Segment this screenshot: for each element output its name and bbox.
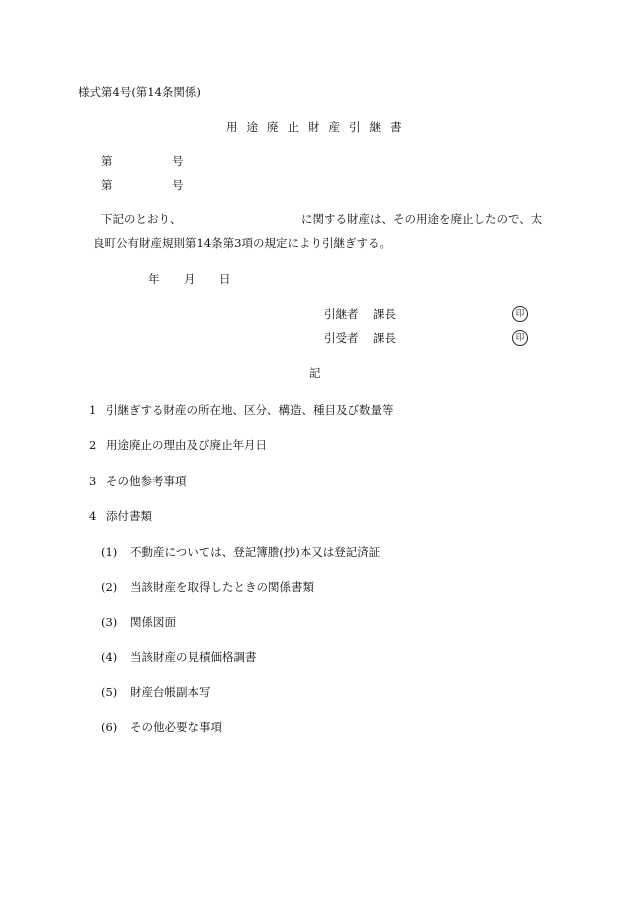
item-number-1: 1 [89,403,97,417]
subitem-number-5: (5) [101,685,118,699]
number-suffix-2: 号 [172,178,184,192]
item-text-4: 添付書類 [106,509,152,523]
subitem-number-4: (4) [101,650,118,664]
item-text-3: その他参考事項 [106,474,187,488]
number-prefix-2: 第 [101,178,113,192]
seal-2: 印 [512,330,528,346]
form-label: 様式第4号(第14条関係) [78,85,201,99]
subitem-number-3: (3) [101,615,118,629]
seal-1: 印 [512,306,528,322]
subitem-text-2: 当該財産を取得したときの関係書類 [130,580,314,594]
signature-role-2: 引受者 [324,331,359,345]
item-text-1: 引継ぎする財産の所在地、区分、構造、種目及び数量等 [106,403,394,417]
subitem-text-6: その他必要な事項 [130,720,222,734]
item-number-4: 4 [89,509,97,523]
item-number-3: 3 [89,474,97,488]
body-line2: 良町公有財産規則第14条第3項の規定により引継ぎする。 [93,236,391,250]
subitem-text-4: 当該財産の見積価格調書 [130,650,257,664]
signature-title-1: 課長 [373,307,396,321]
subitem-text-5: 財産台帳副本写 [130,685,211,699]
number-suffix-1: 号 [172,154,184,168]
date-year: 年 [148,272,160,286]
item-text-2: 用途廃止の理由及び廃止年月日 [106,438,267,452]
body-line1-start: 下記のとおり、 [101,212,182,226]
item-number-2: 2 [89,438,97,452]
body-line1-end: に関する財産は、その用途を廃止したので、太 [301,212,543,226]
subitem-number-6: (6) [101,720,118,734]
subitem-number-1: (1) [101,545,118,559]
subitem-number-2: (2) [101,580,118,594]
date-month: 月 [184,272,196,286]
number-prefix-1: 第 [101,154,113,168]
signature-title-2: 課長 [373,331,396,345]
ki-heading: 記 [309,366,321,380]
subitem-text-3: 関係図面 [130,615,176,629]
subitem-text-1: 不動産については、登記簿謄(抄)本又は登記済証 [130,545,381,559]
document-title: 用途廃止財産引継書 [226,120,411,134]
signature-role-1: 引継者 [324,307,359,321]
date-day: 日 [219,272,231,286]
